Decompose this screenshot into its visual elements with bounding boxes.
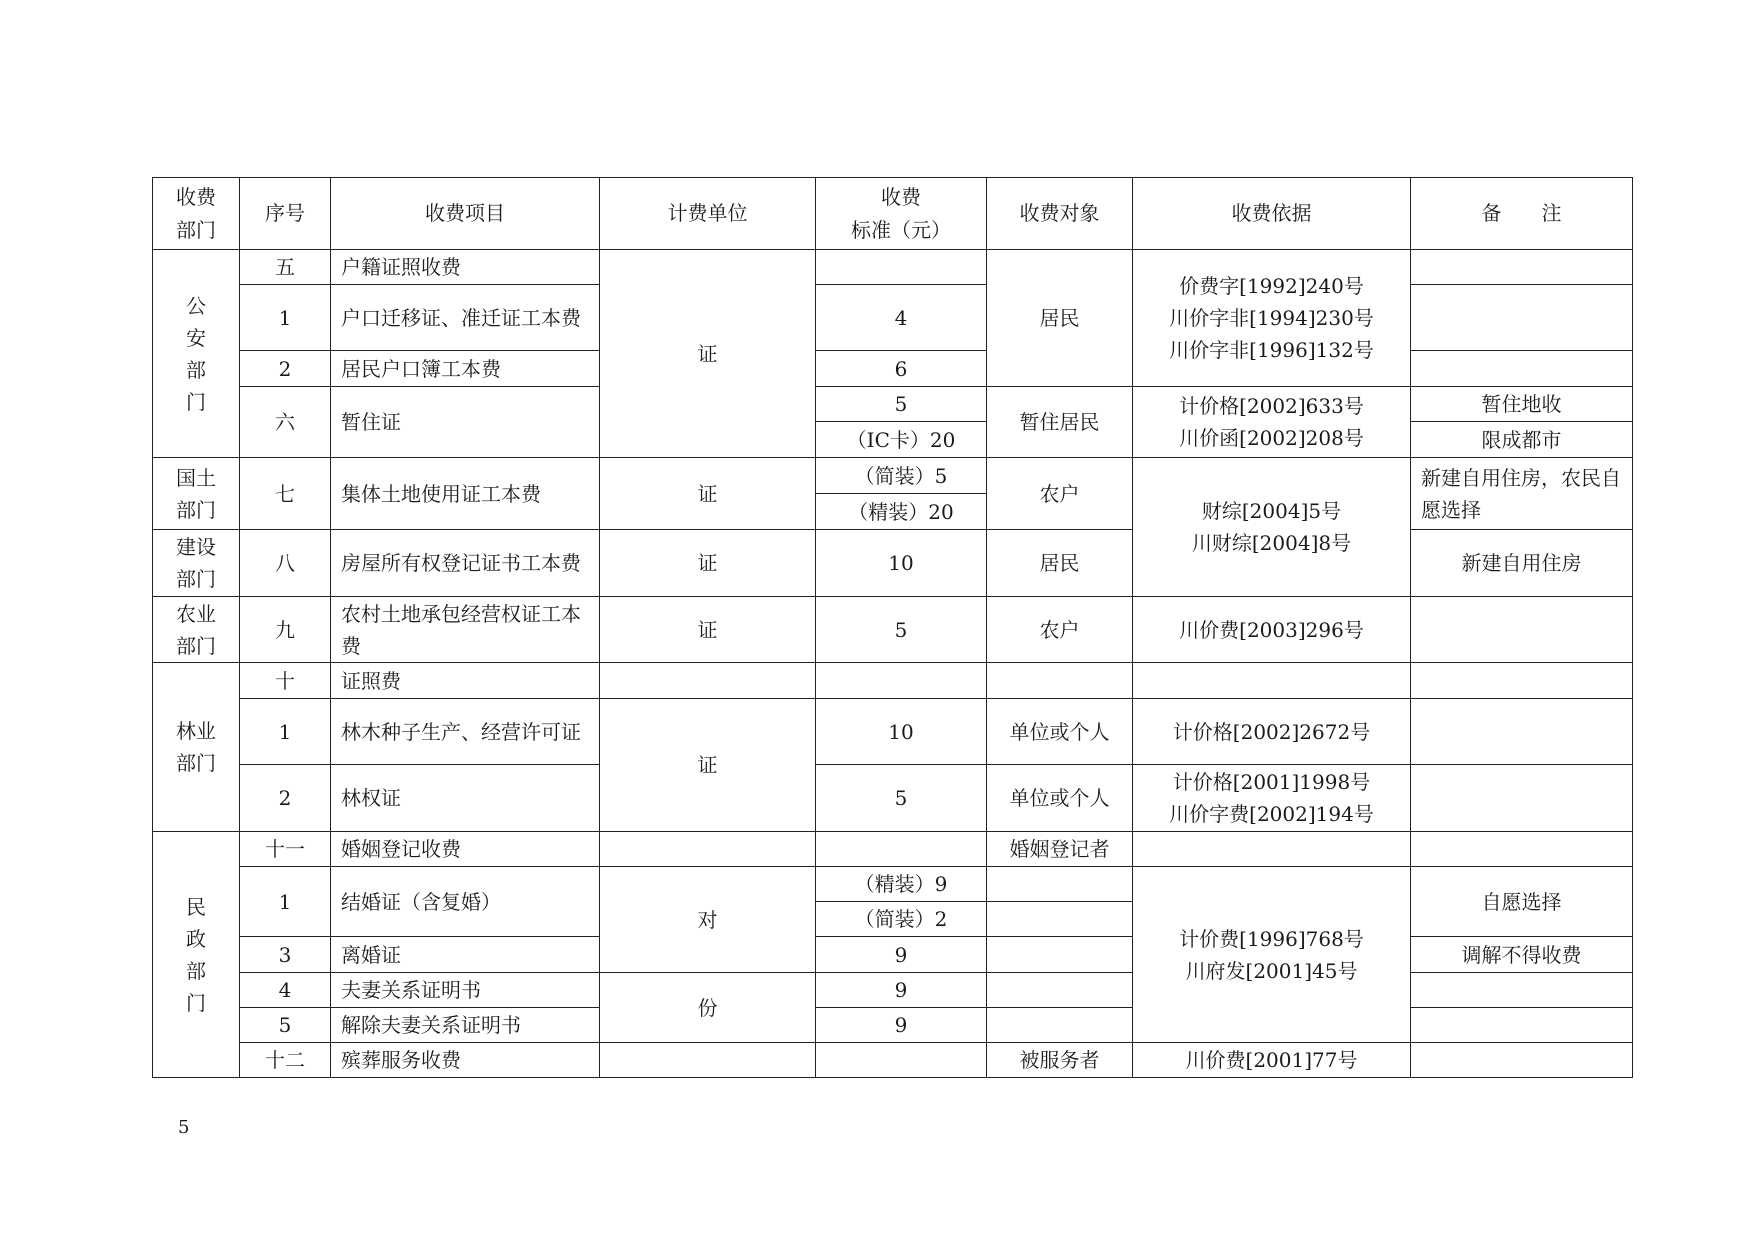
target-cell bbox=[987, 1008, 1133, 1043]
standard-cell: 5 bbox=[816, 597, 987, 663]
seq-cell: 十二 bbox=[240, 1043, 331, 1078]
target-cell bbox=[987, 973, 1133, 1008]
target-cell: 婚姻登记者 bbox=[987, 832, 1133, 867]
basis-cell: 计价格[2002]633号 川价函[2002]208号 bbox=[1133, 387, 1411, 458]
item-cell: 集体土地使用证工本费 bbox=[331, 458, 600, 530]
remark-cell bbox=[1411, 1043, 1633, 1078]
header-seq: 序号 bbox=[240, 178, 331, 250]
dept-public-security: 公 安 部 门 bbox=[153, 250, 240, 458]
item-cell: 暂住证 bbox=[331, 387, 600, 458]
remark-cell: 暂住地收 bbox=[1411, 387, 1633, 422]
standard-cell bbox=[816, 1043, 987, 1078]
header-unit: 计费单位 bbox=[600, 178, 816, 250]
basis-cell: 计价格[2002]2672号 bbox=[1133, 699, 1411, 765]
remark-cell bbox=[1411, 973, 1633, 1008]
unit-cell: 证 bbox=[600, 530, 816, 597]
unit-cell bbox=[600, 1043, 816, 1078]
target-cell: 暂住居民 bbox=[987, 387, 1133, 458]
seq-cell: 七 bbox=[240, 458, 331, 530]
table-row bbox=[153, 973, 1633, 1008]
table-row bbox=[153, 597, 1633, 663]
basis-cell: 计价费[1996]768号 川府发[2001]45号 bbox=[1133, 867, 1411, 1043]
target-cell bbox=[987, 663, 1133, 699]
item-cell: 殡葬服务收费 bbox=[331, 1043, 600, 1078]
unit-cell: 份 bbox=[600, 973, 816, 1043]
standard-cell: 9 bbox=[816, 1008, 987, 1043]
remark-cell bbox=[1411, 285, 1633, 351]
header-dept: 收费 部门 bbox=[153, 178, 240, 250]
table-row bbox=[153, 1043, 1633, 1078]
seq-cell: 九 bbox=[240, 597, 331, 663]
remark-cell bbox=[1411, 663, 1633, 699]
table-row bbox=[153, 387, 1633, 422]
item-cell: 林权证 bbox=[331, 765, 600, 832]
header-standard: 收费 标准（元） bbox=[816, 178, 987, 250]
table-row bbox=[153, 458, 1633, 494]
table-row bbox=[153, 765, 1633, 832]
unit-cell: 证 bbox=[600, 250, 816, 458]
remark-cell bbox=[1411, 1008, 1633, 1043]
dept-civil-affairs: 民 政 部 门 bbox=[153, 832, 240, 1078]
unit-cell: 证 bbox=[600, 597, 816, 663]
basis-cell: 川价费[2003]296号 bbox=[1133, 597, 1411, 663]
item-cell: 房屋所有权登记证书工本费 bbox=[331, 530, 600, 597]
target-cell bbox=[987, 867, 1133, 902]
basis-cell: 价费字[1992]240号 川价字非[1994]230号 川价字非[1996]132号 bbox=[1133, 250, 1411, 387]
dept-land: 国土 部门 bbox=[153, 458, 240, 530]
table-row bbox=[153, 699, 1633, 765]
unit-cell: 证 bbox=[600, 699, 816, 832]
table-row bbox=[153, 937, 1633, 973]
standard-cell bbox=[816, 663, 987, 699]
target-cell: 农户 bbox=[987, 458, 1133, 530]
item-cell: 户籍证照收费 bbox=[331, 250, 600, 285]
standard-cell: 10 bbox=[816, 699, 987, 765]
item-cell: 解除夫妻关系证明书 bbox=[331, 1008, 600, 1043]
seq-cell: 十 bbox=[240, 663, 331, 699]
item-cell: 夫妻关系证明书 bbox=[331, 973, 600, 1008]
header-item: 收费项目 bbox=[331, 178, 600, 250]
remark-cell bbox=[1411, 832, 1633, 867]
unit-cell: 证 bbox=[600, 458, 816, 530]
standard-cell: （简装）2 bbox=[816, 902, 987, 937]
table-row bbox=[153, 867, 1633, 902]
table-row bbox=[153, 1008, 1633, 1043]
remark-cell bbox=[1411, 250, 1633, 285]
basis-cell: 计价格[2001]1998号 川价字费[2002]194号 bbox=[1133, 765, 1411, 832]
item-cell: 户口迁移证、准迁证工本费 bbox=[331, 285, 600, 351]
seq-cell: 八 bbox=[240, 530, 331, 597]
header-basis: 收费依据 bbox=[1133, 178, 1411, 250]
standard-cell: 9 bbox=[816, 973, 987, 1008]
remark-cell bbox=[1411, 699, 1633, 765]
header-target: 收费对象 bbox=[987, 178, 1133, 250]
table-row bbox=[153, 530, 1633, 597]
target-cell: 被服务者 bbox=[987, 1043, 1133, 1078]
seq-cell: 十一 bbox=[240, 832, 331, 867]
standard-cell bbox=[816, 832, 987, 867]
header-remark: 备 注 bbox=[1411, 178, 1633, 250]
table-row bbox=[153, 250, 1633, 285]
standard-cell: 9 bbox=[816, 937, 987, 973]
page-number: 5 bbox=[178, 1117, 190, 1138]
item-cell: 证照费 bbox=[331, 663, 600, 699]
standard-cell: 4 bbox=[816, 285, 987, 351]
target-cell bbox=[987, 902, 1133, 937]
seq-cell: 3 bbox=[240, 937, 331, 973]
remark-cell: 自愿选择 bbox=[1411, 867, 1633, 937]
item-cell: 农村土地承包经营权证工本费 bbox=[331, 597, 600, 663]
table-row bbox=[153, 832, 1633, 867]
basis-cell bbox=[1133, 832, 1411, 867]
standard-cell: 6 bbox=[816, 351, 987, 387]
standard-cell: （IC卡）20 bbox=[816, 422, 987, 458]
standard-cell: （简装）5 bbox=[816, 458, 987, 494]
item-cell: 结婚证（含复婚） bbox=[331, 867, 600, 937]
seq-cell: 1 bbox=[240, 699, 331, 765]
table-row bbox=[153, 351, 1633, 387]
target-cell: 居民 bbox=[987, 530, 1133, 597]
basis-cell: 财综[2004]5号 川财综[2004]8号 bbox=[1133, 458, 1411, 597]
basis-cell bbox=[1133, 663, 1411, 699]
table-row bbox=[153, 285, 1633, 351]
seq-cell: 2 bbox=[240, 351, 331, 387]
seq-cell: 2 bbox=[240, 765, 331, 832]
remark-cell: 调解不得收费 bbox=[1411, 937, 1633, 973]
header-row bbox=[153, 178, 1633, 250]
remark-cell: 限成都市 bbox=[1411, 422, 1633, 458]
unit-cell: 对 bbox=[600, 867, 816, 973]
remark-cell bbox=[1411, 597, 1633, 663]
dept-forestry: 林业 部门 bbox=[153, 663, 240, 832]
target-cell bbox=[987, 937, 1133, 973]
remark-cell: 新建自用住房 bbox=[1411, 530, 1633, 597]
table-row bbox=[153, 663, 1633, 699]
unit-cell bbox=[600, 832, 816, 867]
remark-cell bbox=[1411, 351, 1633, 387]
standard-cell: 10 bbox=[816, 530, 987, 597]
target-cell: 单位或个人 bbox=[987, 765, 1133, 832]
fee-table bbox=[152, 177, 1633, 1078]
seq-cell: 4 bbox=[240, 973, 331, 1008]
seq-cell: 六 bbox=[240, 387, 331, 458]
standard-cell: （精装）9 bbox=[816, 867, 987, 902]
target-cell: 居民 bbox=[987, 250, 1133, 387]
item-cell: 离婚证 bbox=[331, 937, 600, 973]
unit-cell bbox=[600, 663, 816, 699]
seq-cell: 五 bbox=[240, 250, 331, 285]
target-cell: 农户 bbox=[987, 597, 1133, 663]
standard-cell: 5 bbox=[816, 765, 987, 832]
item-cell: 婚姻登记收费 bbox=[331, 832, 600, 867]
standard-cell: （精装）20 bbox=[816, 494, 987, 530]
dept-construction: 建设 部门 bbox=[153, 530, 240, 597]
dept-agriculture: 农业 部门 bbox=[153, 597, 240, 663]
item-cell: 林木种子生产、经营许可证 bbox=[331, 699, 600, 765]
basis-cell: 川价费[2001]77号 bbox=[1133, 1043, 1411, 1078]
standard-cell bbox=[816, 250, 987, 285]
seq-cell: 5 bbox=[240, 1008, 331, 1043]
item-cell: 居民户口簿工本费 bbox=[331, 351, 600, 387]
remark-cell: 新建自用住房，农民自愿选择 bbox=[1411, 458, 1633, 530]
target-cell: 单位或个人 bbox=[987, 699, 1133, 765]
seq-cell: 1 bbox=[240, 285, 331, 351]
seq-cell: 1 bbox=[240, 867, 331, 937]
remark-cell bbox=[1411, 765, 1633, 832]
standard-cell: 5 bbox=[816, 387, 987, 422]
